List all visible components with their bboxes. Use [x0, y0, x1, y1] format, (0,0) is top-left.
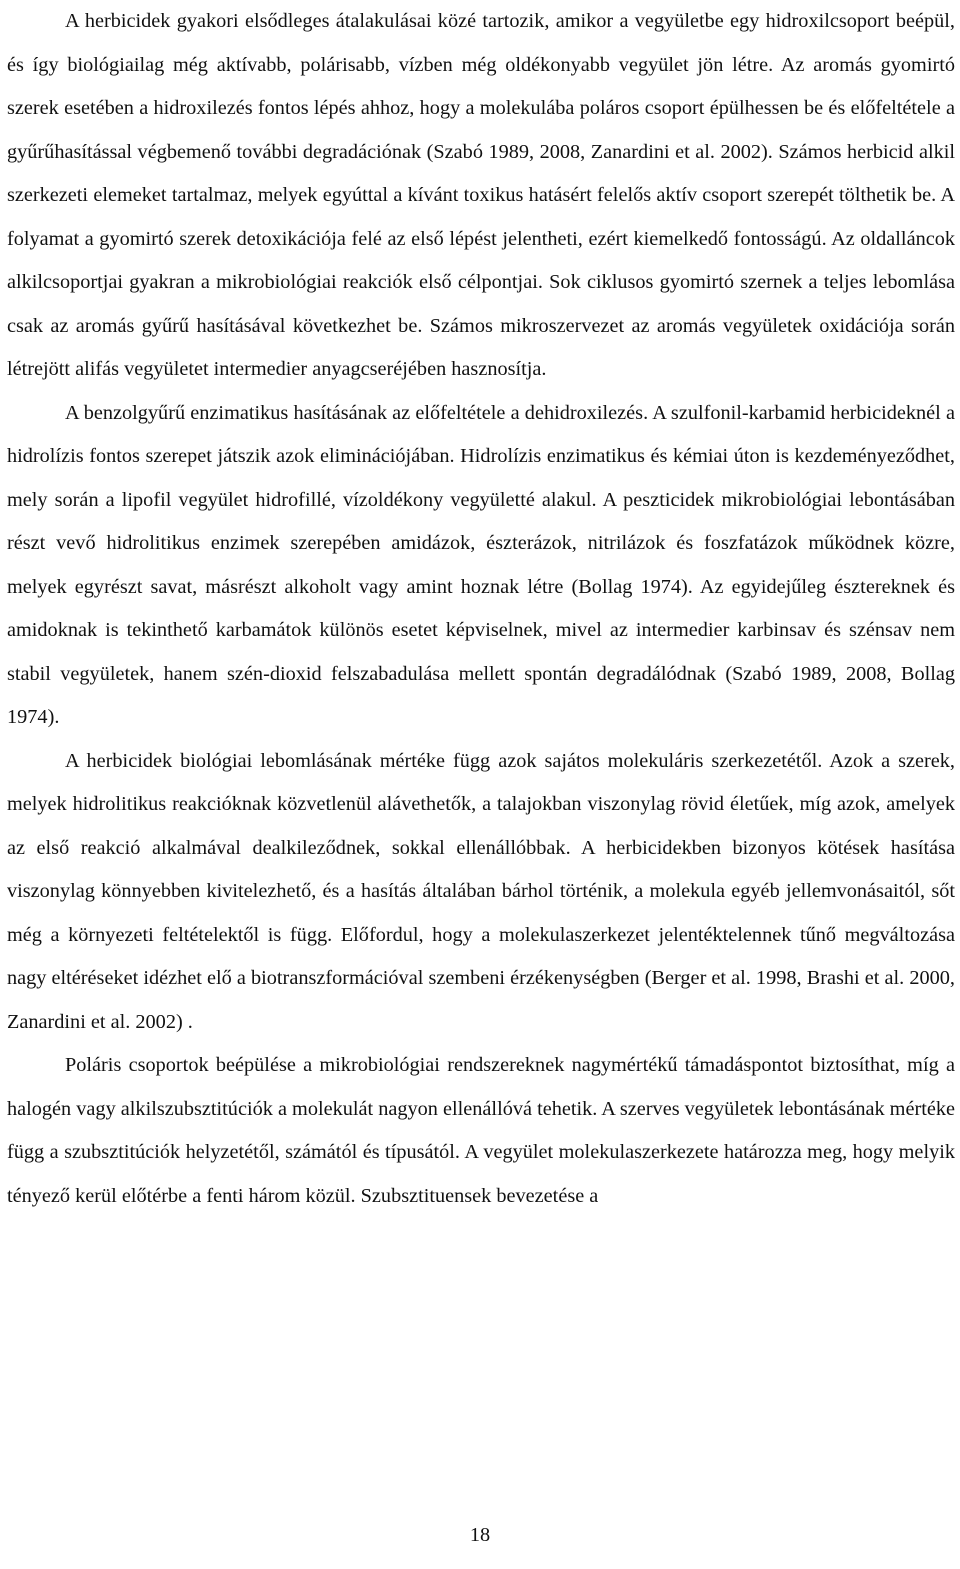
page-number: 18	[469, 1524, 491, 1546]
paragraph-benzene-ring-cleavage: A benzolgyűrű enzimatikus hasításának az előfeltétele a dehidroxilezés. A szulfonil-karbamid herbicideknél a hidrolízis fontos szerepet játszik azok eliminációjában. Hidrolízis enzimatikus és kémiai úton is kezdeményeződhet, mely során a lipofil vegyület hidrofillé, vízoldékony vegyületté alakul. A peszticidek mikrobiológiai lebontásában részt vevő hidrolitikus enzimek szerepében amidázok, észterázok, nitrilázok és foszfatázok működnek közre, melyek egyrészt savat, másrészt alkoholt vagy amint hoznak létre (Bollag 1974). Az egyidejűleg észtereknek és amidoknak is tekinthető karbamátok különös esetet képviselnek, mivel az intermedier karbinsav és szénsav nem stabil vegyületek, hanem szén-dioxid felszabadulása mellett spontán degradálódnak (Szabó 1989, 2008, Bollag 1974).	[7, 401, 955, 728]
paragraph-biodegradation-rate: A herbicidek biológiai lebomlásának mértéke függ azok sajátos molekuláris szerkezetétől. Azok a szerek, melyek hidrolitikus reakcióknak közvetlenül alávethetők, a talajokban viszonylag rövid életűek, míg azok, amelyek az első reakció alkalmával dealkileződnek, sokkal ellenállóbbak. A herbicidekben bizonyos kötések hasítása viszonylag könnyebben kivitelezhető, és a hasítás általában bárhol történik, a molekula egyéb jellemvonásaitól, sőt még a környezeti feltételektől is függ. Előfordul, hogy a molekulaszerkezet jelentéktelennek tűnő megváltozása nagy eltéréseket idézhet elő a biotranszformációval szembeni érzékenységben (Berger et al. 1998, Brashi et al. 2000, Zanardini et al. 2002) .	[7, 749, 955, 1033]
paragraph-polar-groups: Poláris csoportok beépülése a mikrobiológiai rendszereknek nagymértékű támadáspontot biztosíthat, míg a halogén vagy alkilszubsztitúciók a molekulát nagyon ellenállóvá tehetik. A szerves vegyületek lebontásának mértéke függ a szubsztitúciók helyzetétől, számától és típusától. A vegyület molekulaszerkezete határozza meg, hogy melyik tényező kerül előtérbe a fenti három közül. Szubsztituensek bevezetése a	[7, 1054, 955, 1207]
document-body	[7, 0, 955, 1218]
paragraph-hydroxylation: A herbicidek gyakori elsődleges átalakulásai közé tartozik, amikor a vegyületbe egy hidroxilcsoport beépül, és így biológiailag még aktívabb, polárisabb, vízben még oldékonyabb vegyület jön létre. Az aromás gyomirtó szerek esetében a hidroxilezés fontos lépés ahhoz, hogy a molekulába poláros csoport épülhessen be és előfeltétele a gyűrűhasítással végbemenő további degradációnak (Szabó 1989, 2008, Zanardini et al. 2002). Számos herbicid alkil szerkezeti elemeket tartalmaz, melyek egyúttal a kívánt toxikus hatásért felelős aktív csoport szerepét tölthetik be. A folyamat a gyomirtó szerek detoxikációja felé az első lépést jelentheti, ezért kiemelkedő fontosságú. Az oldalláncok alkilcsoportjai gyakran a mikrobiológiai reakciók első célpontjai. Sok ciklusos gyomirtó szernek a teljes lebomlása csak az aromás gyűrű hasításával következhet be. Számos mikroszervezet az aromás vegyületek oxidációja során létrejött alifás vegyületet intermedier anyagcseréjében hasznosítja.	[7, 10, 955, 380]
